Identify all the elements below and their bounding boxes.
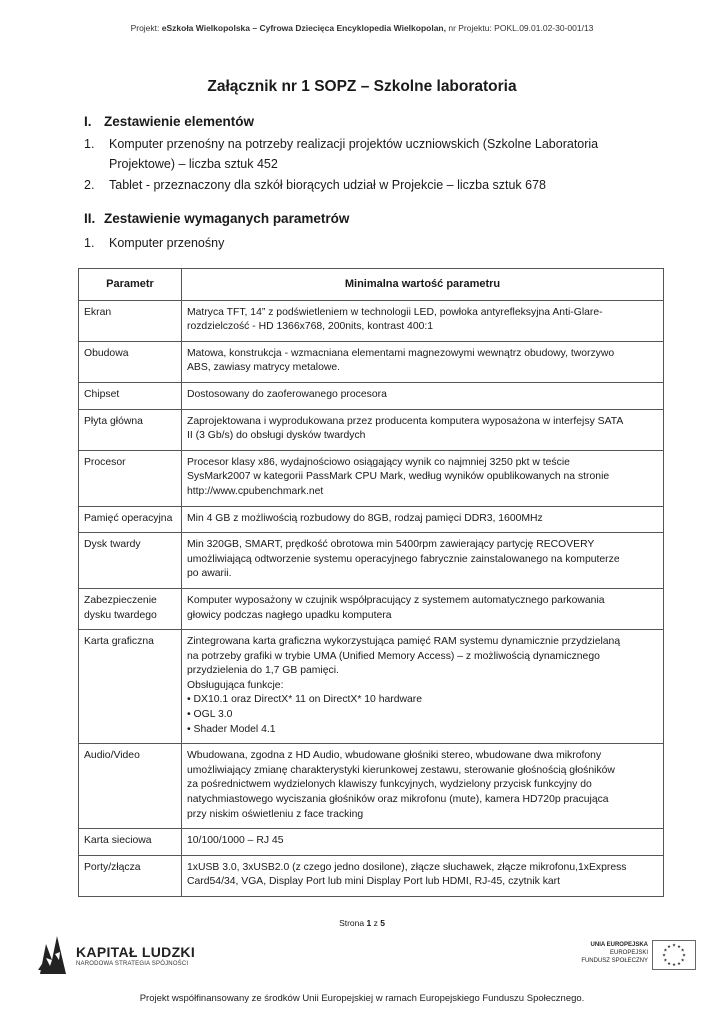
parameter-value-line: • OGL 3.0 (187, 709, 233, 721)
eu-logo (581, 940, 696, 970)
section-1-heading (84, 114, 254, 129)
section-2-number: II. (84, 211, 96, 226)
parameter-value-cell (182, 744, 664, 829)
parameter-value-line: Card54/34, VGA, Display Port lub mini Display Port lub HDMI, RJ-45, czytnik kart (187, 876, 561, 888)
list-item-number: 1. (84, 236, 95, 250)
svg-text:★: ★ (671, 943, 677, 949)
parameter-value-line: II (3 Gb/s) do obsługi dysków twardych (187, 430, 366, 442)
column-header-min-value: Minimalna wartość parametru (182, 269, 664, 301)
section-2-title: Zestawienie wymaganych parametrów (104, 211, 350, 226)
table-row (79, 855, 664, 896)
table-row (79, 533, 664, 589)
table-row (79, 630, 664, 744)
parameter-value-line: SysMark2007 w kategorii PassMark CPU Mark, według wyników opublikowanych na stronie (187, 471, 610, 483)
parameter-name-cell: Ekran (79, 300, 182, 341)
parameters-table (78, 268, 664, 897)
page-number-current: 1 (366, 918, 372, 928)
list-item-text: Komputer przenośny (109, 236, 225, 250)
parameter-name-cell: Karta graficzna (79, 630, 182, 744)
svg-text:★: ★ (680, 948, 685, 954)
section-1-title: Zestawienie elementów (104, 114, 255, 129)
eu-flag-icon (652, 940, 696, 970)
svg-text:★: ★ (671, 963, 677, 969)
parameter-name-cell: Pamięć operacyjna (79, 506, 182, 533)
parameter-value-line: Zaprojektowana i wyprodukowana przez producenta komputera wyposażona w interfejsy SATA (187, 415, 624, 427)
table-row (79, 300, 664, 341)
svg-text:★: ★ (681, 953, 687, 959)
list-item-number: 2. (84, 178, 95, 192)
list-item-text: Komputer przenośny na potrzeby realizacji projektów uczniowskich (Szkolne Laboratoria Projektowe) – liczba sztuk 452 (109, 137, 599, 171)
svg-text:★: ★ (666, 961, 672, 967)
list-item (84, 134, 664, 174)
eu-logo-line3: FUNDUSZ SPOŁECZNY (581, 958, 648, 964)
parameter-value-cell (182, 506, 664, 533)
parameter-name-cell: Audio/Video (79, 744, 182, 829)
parameter-value-line: Zintegrowana karta graficzna wykorzystująca pamięć RAM systemu dynamicznie przydzielaną (187, 636, 621, 648)
parameter-value-line: rozdzielczość - HD 1366x768, 200nits, kontrast 400:1 (187, 321, 434, 333)
svg-text:★: ★ (663, 948, 668, 954)
parameter-value-line: głowicy podczas nagłego upadku komputera (187, 609, 392, 621)
parameter-value-line: Procesor klasy x86, wydajnościowo osiągający wynik co najmniej 3250 pkt w teście (187, 456, 570, 468)
parameter-value-line: przy niskim oświetleniu z face tracking (187, 808, 364, 820)
kapital-ludzki-logo (36, 930, 206, 978)
svg-text:★: ★ (661, 953, 667, 959)
svg-text:★: ★ (676, 944, 682, 950)
section-2-heading (84, 211, 349, 226)
parameter-value-cell (182, 341, 664, 382)
parameter-name-cell: Zabezpieczenie dysku twardego (79, 588, 182, 629)
parameter-value-line: Dostosowany do zaoferowanego procesora (187, 388, 387, 400)
column-header-parameter: Parametr (79, 269, 182, 301)
parameter-value-line: Obsługująca funkcje: (187, 679, 284, 691)
parameter-name-cell: Chipset (79, 382, 182, 409)
parameter-value-line: Min 320GB, SMART, prędkość obrotowa min 5400rpm zawierający partycję RECOVERY (187, 539, 595, 551)
table-row (79, 382, 664, 409)
parameter-value-cell (182, 382, 664, 409)
page-number-separator: z (371, 918, 381, 928)
header-suffix: nr Projektu: POKL.09.01.02-30-001/13 (445, 23, 594, 33)
eu-logo-text (568, 941, 648, 965)
table-body (79, 300, 664, 896)
parameter-value-cell (182, 300, 664, 341)
parameter-value-cell (182, 829, 664, 856)
parameter-value-line: • DX10.1 oraz DirectX* 11 on DirectX* 10 hardware (187, 694, 423, 706)
parameter-value-cell (182, 450, 664, 506)
table-row (79, 341, 664, 382)
parameter-value-line: 1xUSB 3.0, 3xUSB2.0 (z czego jedno dosilone), złącze słuchawek, złącze mikrofonu,1xExpress (187, 861, 627, 873)
parameter-value-cell (182, 855, 664, 896)
svg-text:★: ★ (680, 958, 685, 964)
parameter-value-cell (182, 588, 664, 629)
parameter-name-cell: Dysk twardy (79, 533, 182, 589)
table-row (79, 409, 664, 450)
parameter-value-line: umożliwiający zmianę charakterystyki kierunkowej zestawu, sterowanie głośnością głośników (187, 764, 615, 776)
list-item (84, 233, 664, 253)
svg-text:★: ★ (676, 961, 682, 967)
parameter-name-cell: Procesor (79, 450, 182, 506)
parameter-name-cell: Karta sieciowa (79, 829, 182, 856)
header-prefix: Projekt: (130, 23, 162, 33)
parameter-value-line: Wbudowana, zgodna z HD Audio, wbudowane głośniki stereo, wbudowane dwa mikrofony (187, 750, 602, 762)
table-row (79, 829, 664, 856)
parameter-value-line: Matryca TFT, 14” z podświetleniem w technologii LED, powłoka antyrefleksyjna Anti-Glare- (187, 306, 603, 318)
parameter-name-cell: Płyta główna (79, 409, 182, 450)
parameter-value-line: http://www.cpubenchmark.net (187, 485, 324, 497)
eu-logo-line2: EUROPEJSKI (609, 950, 648, 956)
table-row (79, 744, 664, 829)
kapital-ludzki-subtitle: NARODOWA STRATEGIA SPÓJNOŚCI (76, 961, 189, 967)
parameter-value-line: • Shader Model 4.1 (187, 723, 276, 735)
cofinancing-footer: Projekt współfinansowany ze środków Unii Europejskiej w ramach Europejskiego Funduszu Społecznego. (139, 993, 585, 1004)
parameter-value-line: na potrzeby grafiki w trybie UMA (Unified Memory Access) – z możliwością dynamicznego (187, 650, 600, 662)
table-row (79, 450, 664, 506)
parameter-value-line: za pośrednictwem wydzielonych klawiszy funkcyjnych, wydzielony przycisk funkcyjny do (187, 779, 592, 791)
page-number-total: 5 (380, 918, 385, 928)
parameter-value-line: 10/100/1000 – RJ 45 (187, 835, 284, 847)
parameter-name-cell: Porty/złącza (79, 855, 182, 896)
page-number-label: Strona (339, 918, 367, 928)
page-header (0, 23, 724, 33)
parameter-value-line: przydzielenia do 1,7 GB pamięci. (187, 665, 339, 677)
parameter-value-cell (182, 409, 664, 450)
eu-logo-main: UNIA EUROPEJSKA (590, 942, 648, 948)
list-item-text: Tablet - przeznaczony dla szkół biorących udział w Projekcie – liczba sztuk 678 (109, 178, 547, 192)
parameter-value-line: po awarii. (187, 568, 232, 580)
svg-text:★: ★ (666, 944, 672, 950)
parameter-value-line: natychmiastowego wyciszania głośników oraz mikrofonu (mute), kamera HD720p pracująca (187, 794, 609, 806)
parameter-value-cell (182, 630, 664, 744)
table-row (79, 588, 664, 629)
kapital-ludzki-mark-icon (36, 930, 70, 976)
section-1-number: I. (84, 114, 92, 129)
parameter-value-cell (182, 533, 664, 589)
parameter-value-line: Komputer wyposażony w czujnik współpracujący z systemem automatycznego parkowania (187, 594, 605, 606)
parameter-value-line: umożliwiającą odtworzenie systemu operacyjnego fabrycznie zainstalowanego na komputerze (187, 553, 620, 565)
table-row (79, 506, 664, 533)
kapital-ludzki-title: KAPITAŁ LUDZKI (76, 944, 196, 960)
parameter-value-line: ABS, zawiasy matrycy metalowe. (187, 362, 341, 374)
header-project-name: eSzkoła Wielkopolska – Cyfrowa Dziecięca Encyklopedia Wielkopolan, (161, 23, 446, 33)
table-header-row (79, 269, 664, 301)
parameter-value-line: Matowa, konstrukcja - wzmacniana elementami magnezowymi wewnątrz obudowy, tworzywo (187, 347, 615, 359)
parameter-value-line: Min 4 GB z możliwością rozbudowy do 8GB, rodzaj pamięci DDR3, 1600MHz (187, 512, 543, 524)
parameter-name-cell: Obudowa (79, 341, 182, 382)
list-item (84, 175, 664, 195)
page-number (0, 918, 724, 928)
svg-text:★: ★ (663, 958, 668, 964)
document-title: Załącznik nr 1 SOPZ – Szkolne laboratoria (207, 78, 517, 95)
list-item-number: 1. (84, 137, 95, 151)
